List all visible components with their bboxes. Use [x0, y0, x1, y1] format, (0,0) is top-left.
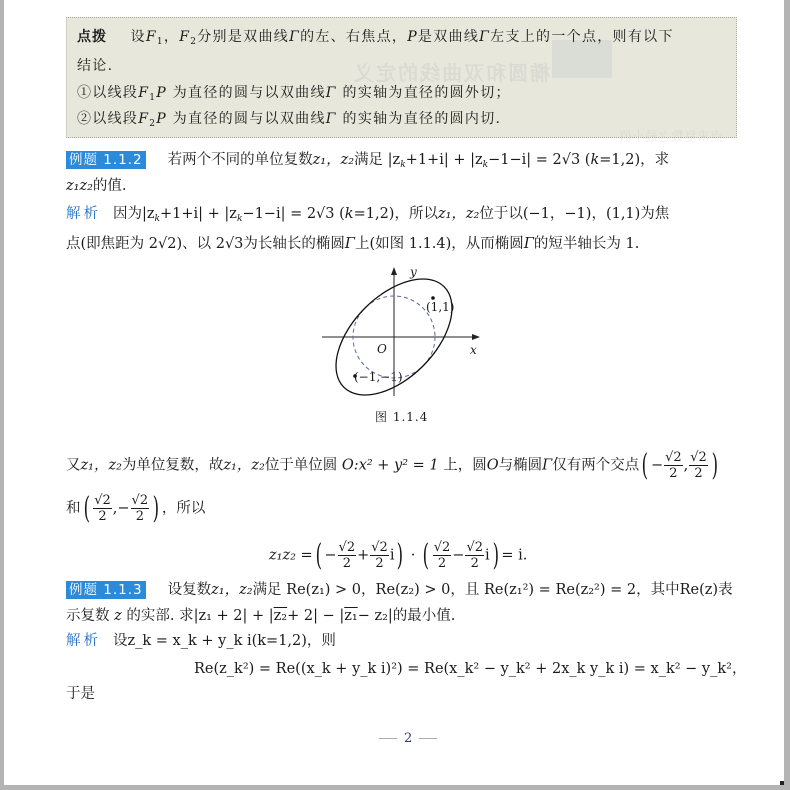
label-x-axis: x — [470, 343, 477, 357]
math-p: P — [156, 111, 167, 127]
math-gamma: Γ — [523, 236, 534, 252]
figure-caption: 图 1.1.4 — [375, 410, 429, 424]
math-expr: + 2| − | — [287, 608, 345, 624]
math-expr: |z₁ + 2| + | — [193, 608, 274, 624]
numerator: √2 — [665, 450, 682, 465]
tip-text: 分别是双曲线 — [197, 29, 290, 45]
solution-text: 设 — [113, 633, 128, 649]
plus-sign: + — [357, 547, 370, 564]
question-text: 的实部. 求 — [126, 608, 194, 624]
solution-text: 的短半轴长为 1. — [533, 236, 640, 252]
math-z1-z2: z₁，z₂ — [211, 582, 253, 598]
example-label: 例题 1.1.3 — [66, 581, 146, 599]
label-point-neg1-neg1: (−1,−1) — [354, 370, 403, 384]
denominator: 2 — [375, 556, 384, 571]
tip-label: 点拨 — [77, 29, 107, 45]
math-gamma: Γ — [325, 85, 337, 101]
math-expr: − z₂| — [357, 608, 393, 624]
tip-line-1 — [77, 27, 674, 47]
fraction — [131, 493, 150, 524]
page-number — [372, 731, 444, 746]
example-2-question-line-2 — [66, 606, 455, 626]
tip-text: ①以线段 — [77, 85, 139, 101]
textbook-page — [4, 0, 784, 785]
math-z1-z2: z₁，z₂ — [80, 457, 122, 474]
numerator: √2 — [433, 540, 451, 555]
math-expr: =1,2)，所以 — [353, 206, 438, 222]
math-z1-z2: z₁，z₂ — [312, 152, 355, 168]
tip-text: 为直径的圆与以双曲线 — [172, 85, 326, 101]
comma: , — [112, 500, 118, 517]
fraction — [689, 450, 708, 481]
math-f2: F — [179, 29, 191, 45]
solution-text: ，所以 — [161, 500, 206, 517]
math-gamma: Γ — [542, 457, 553, 474]
minus-sign: − — [452, 547, 465, 564]
label-origin: O — [377, 342, 387, 356]
tip-text: 左支上的一个点，则有以下 — [490, 29, 674, 45]
math-p: P — [407, 29, 418, 45]
subscript: 1 — [156, 37, 164, 47]
fraction — [370, 540, 389, 571]
math-circle-equation: O:x² + y² = 1 — [341, 457, 439, 474]
math-expr: |z — [142, 206, 155, 222]
minus-sign: − — [117, 500, 130, 517]
scan-corner-mark — [780, 781, 784, 785]
math-gamma: Γ — [289, 29, 301, 45]
math-f1: F — [145, 29, 157, 45]
math-k: k — [400, 160, 406, 170]
fraction — [433, 540, 452, 571]
numerator: √2 — [131, 493, 149, 508]
math-z1-conjugate: z₁ — [344, 608, 358, 624]
example-label: 例题 1.1.2 — [66, 151, 146, 169]
label-point-1-1: (1,1) — [426, 300, 455, 314]
tip-text: 的实轴为直径的圆内切. — [342, 111, 502, 127]
math-k: k — [236, 214, 243, 224]
example-2-question-line-1 — [66, 580, 733, 600]
example-1-question-line-2 — [66, 176, 127, 196]
math-f: F — [138, 85, 150, 101]
solution-text: 为单位复数，故 — [121, 457, 224, 474]
continuation-line-2: 和( $\frac{√2}{2}$ ,− $\frac{√2}{2}$ ) ，所以 — [66, 490, 206, 526]
math-k: k — [344, 206, 354, 222]
divider — [419, 738, 437, 739]
continuation-line-1: 又z₁，z₂为单位复数，故z₁，z₂位于单位圆 O:x² + y² = 1 上，圆O与椭圆Γ仅有两个交点( − $\frac{√2}{2}$ , $\frac{√2}{2}$ ) — [66, 447, 718, 483]
fraction — [338, 540, 357, 571]
bleed-through-line: 点求复数之最小值 — [619, 130, 724, 145]
bleed-through-title: 椭圆和双曲线的定义 — [352, 61, 550, 85]
comma: , — [683, 457, 689, 474]
tip-text: 设 — [130, 29, 146, 45]
math-lhs: z₁z₂ = — [269, 547, 313, 564]
imaginary-unit: i — [389, 547, 395, 564]
example-2-display-equation: Re(z_k²) = Re((x_k + y_k i)²) = Re(x_k² − y_k² + 2x_k y_k i) = x_k² − y_k²， — [194, 661, 747, 677]
display-equation-product: z₁z₂ =( − $\frac{√2}{2}$ + $\frac{√2}{2}$ i) · ( $\frac{√2}{2}$ − $\frac{√2}{2}$ i) = i. — [269, 537, 528, 573]
solution-text: 与椭圆 — [498, 457, 543, 474]
example-1-solution-line-2 — [66, 234, 639, 254]
math-z1-z2: z₁，z₂ — [223, 457, 265, 474]
example-2-tail: 于是 — [66, 686, 95, 702]
math-z1z2: z₁z₂ — [66, 178, 93, 194]
math-z: z — [114, 608, 122, 624]
divider — [379, 738, 397, 739]
tip-line-2: 结论. — [77, 58, 114, 74]
solution-text: 上，圆 — [443, 457, 487, 474]
math-expr: |z — [387, 152, 401, 168]
fraction — [465, 540, 484, 571]
solution-text: 因为 — [113, 206, 142, 222]
math-gamma: Γ — [325, 111, 337, 127]
numerator: √2 — [94, 493, 111, 508]
math-z2-conjugate: z₂ — [273, 608, 288, 624]
subscript: 2 — [190, 37, 198, 47]
denominator: 2 — [437, 556, 447, 571]
solution-text: 又 — [66, 457, 81, 474]
minus-sign: − — [650, 457, 664, 474]
fraction — [93, 493, 112, 524]
denominator: 2 — [342, 556, 351, 571]
y-axis-arrow-icon — [391, 267, 397, 275]
math-gamma: Γ — [344, 236, 355, 252]
solution-label: 解析 — [66, 206, 101, 222]
solution-text: 仅有两个交点 — [552, 457, 640, 474]
numerator: √2 — [466, 540, 484, 555]
solution-text: 位于单位圆 — [264, 457, 338, 474]
question-text: 满足 — [354, 152, 384, 168]
tip-text: 为直径的圆与以双曲线 — [172, 111, 326, 127]
math-gamma: Γ — [479, 29, 491, 45]
solution-text: 位于以(−1，−1)，(1,1)为焦 — [479, 206, 670, 222]
denominator: 2 — [694, 466, 703, 481]
dot-operator: · — [410, 547, 416, 564]
denominator: 2 — [98, 509, 107, 524]
question-text: 满足 Re(z₁) > 0，Re(z₂) > 0，且 Re(z₁²) = Re(z₂²) = 2，其中Re(z)表 — [252, 582, 733, 598]
solution-text: 和 — [66, 500, 81, 517]
tip-item-1 — [77, 83, 511, 103]
subscript: 1 — [149, 93, 157, 103]
ellipse-circle-figure — [322, 264, 487, 404]
solution-text: 点(即焦距为 2√2)、以 2√3为长轴长的椭圆 — [66, 236, 345, 252]
math-k: k — [154, 214, 160, 224]
example-2-solution-line-1 — [66, 631, 336, 651]
math-o: O — [486, 457, 499, 474]
math-expr: −1−i| = 2√3 ( — [242, 206, 345, 222]
result: = i. — [501, 547, 528, 564]
denominator: 2 — [135, 509, 144, 524]
label-y-axis: y — [410, 265, 417, 279]
imaginary-unit: i — [485, 547, 490, 564]
subscript: 2 — [149, 119, 157, 129]
question-text: 的值. — [92, 178, 127, 194]
math-expr: −1−i| = 2√3 ( — [488, 152, 591, 168]
math-k: k — [590, 152, 600, 168]
numerator: √2 — [338, 540, 356, 555]
numerator: √2 — [690, 450, 707, 465]
tip-text: ②以线段 — [77, 111, 139, 127]
math-expr: +1+i| + |z — [160, 206, 237, 222]
example-1-solution-line-1 — [66, 204, 669, 224]
question-text: 的最小值. — [392, 608, 456, 624]
tip-text: ， — [163, 29, 180, 45]
minus-sign: − — [324, 547, 337, 564]
solution-text: 上(如图 1.1.4)，从而椭圆 — [354, 236, 524, 252]
math-z1-z2: z₁，z₂ — [437, 206, 480, 222]
tip-item-2 — [77, 109, 501, 129]
numerator: √2 — [371, 540, 388, 555]
question-text: 设复数 — [167, 582, 212, 598]
denominator: 2 — [669, 466, 678, 481]
solution-label: 解析 — [66, 633, 101, 649]
tip-box — [66, 17, 737, 145]
tip-text: 的左、右焦点， — [300, 29, 408, 45]
tip-text: 是双曲线 — [417, 29, 480, 45]
question-text: 若两个不同的单位复数 — [167, 152, 313, 168]
math-expr: +1+i| + |z — [405, 152, 483, 168]
denominator: 2 — [470, 556, 479, 571]
tip-text: 的实轴为直径的圆外切； — [342, 85, 511, 101]
math-k: k — [482, 160, 489, 170]
math-p: P — [156, 85, 167, 101]
example-1-question-line-1 — [66, 150, 669, 170]
question-text: 示复数 — [66, 608, 110, 624]
page-number-value: 2 — [404, 731, 413, 746]
math-expr: z_k = x_k + y_k i(k=1,2)，则 — [127, 633, 336, 649]
math-expr: =1,2)，求 — [599, 152, 670, 168]
fraction — [664, 450, 683, 481]
math-f: F — [138, 111, 150, 127]
